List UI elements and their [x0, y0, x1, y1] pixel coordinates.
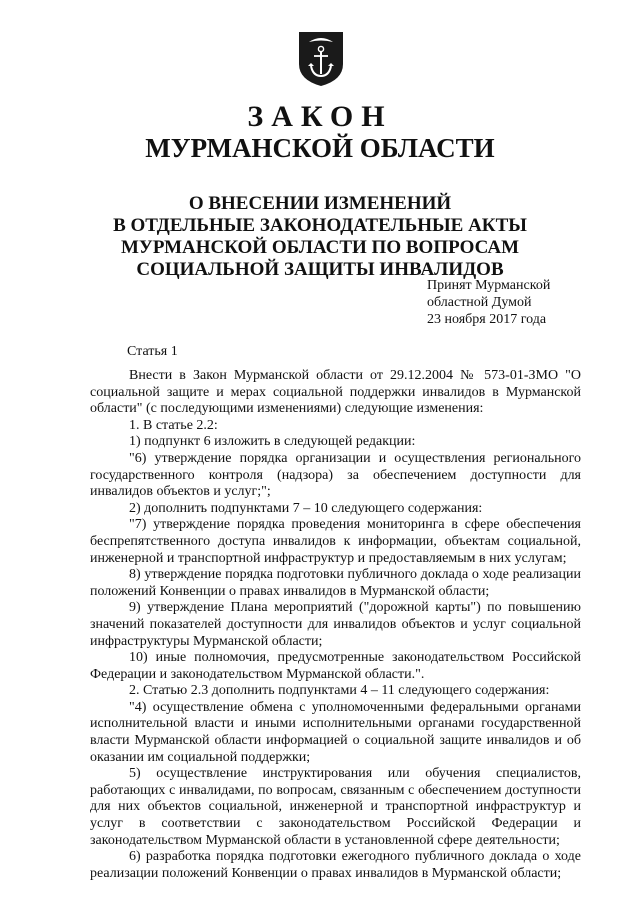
- paragraph: 2) дополнить подпунктами 7 – 10 следующего содержания:: [129, 500, 483, 516]
- law-subtitle: [0, 193, 640, 281]
- subtitle-line: МУРМАНСКОЙ ОБЛАСТИ ПО ВОПРОСАМ: [120, 237, 520, 258]
- paragraph: 1) подпункт 6 изложить в следующей редакции:: [129, 434, 416, 450]
- paragraph: 6) разработка порядка подготовки ежегодного публичного доклада о ходе реализации положений Конвенции о правах инвалидов в Мурманской области;: [90, 849, 581, 881]
- article-body: [90, 368, 581, 882]
- coat-of-arms-icon: [297, 30, 345, 88]
- paragraph: 10) иные полномочия, предусмотренные законодательством Российской Федерации и законодательством Мурманской области.".: [90, 650, 581, 682]
- adoption-note: [427, 277, 550, 328]
- adoption-line: областной Думой: [427, 295, 532, 310]
- paragraph: Внести в Закон Мурманской области от 29.12.2004 № 573-01-ЗМО "О социальной защите и мерах социальной поддержки инвалидов в Мурманской области" (с последующими изменениями) следующие изменения:: [90, 368, 581, 417]
- adoption-line: Принят Мурманской: [427, 278, 551, 293]
- paragraph: 9) утверждение Плана мероприятий ("дорожной карты") по повышению значений показателей доступности для инвалидов объектов и услуг социальной инфраструктуры Мурманской области;: [90, 600, 581, 649]
- paragraph: "6) утверждение порядка организации и осуществления регионального государственного контроля (надзора) за обеспечением доступности для инвалидов объектов и услуг;";: [90, 450, 581, 500]
- paragraph: "7) утверждение порядка проведения мониторинга в сфере обеспечения беспрепятственного доступа инвалидов к информации, объектам социальной, инженерной и транспортной инфраструктур и предоставляемым в них услугам;: [90, 517, 581, 566]
- adoption-date: 23 ноября 2017 года: [427, 312, 547, 327]
- paragraph: 2. Статью 2.3 дополнить подпунктами 4 – 11 следующего содержания:: [129, 683, 550, 699]
- law-title: ЗАКОН: [247, 100, 393, 133]
- subtitle-line: СОЦИАЛЬНОЙ ЗАЩИТЫ ИНВАЛИДОВ: [136, 259, 504, 280]
- paragraph: "4) осуществление обмена с уполномоченными федеральными органами исполнительной власти и иными исполнительными органами государственной власти Мурманской области информацией о социальной защите инвалидов и об оказании им социальной поддержки;: [90, 699, 581, 765]
- paragraph: 5) осуществление инструктирования или обучения специалистов, работающих с инвалидами, по вопросам, связанным с обеспечением доступности для них объектов социальной, инженерной и транспортной инфраструктур и услуг в соответствии с законодательством Российской Федерации и законодательством Мурманской области в установленной сфере деятельности;: [90, 766, 581, 848]
- subtitle-line: В ОТДЕЛЬНЫЕ ЗАКОНОДАТЕЛЬНЫЕ АКТЫ: [113, 215, 527, 236]
- paragraph: 1. В статье 2.2:: [129, 417, 218, 433]
- paragraph: 8) утверждение порядка подготовки публичного доклада о ходе реализации положений Конвенции о правах инвалидов в Мурманской области;: [90, 567, 581, 599]
- subtitle-line: О ВНЕСЕНИИ ИЗМЕНЕНИЙ: [188, 193, 452, 214]
- law-region-title: МУРМАНСКОЙ ОБЛАСТИ: [145, 133, 495, 163]
- article-heading: Статья 1: [127, 344, 178, 359]
